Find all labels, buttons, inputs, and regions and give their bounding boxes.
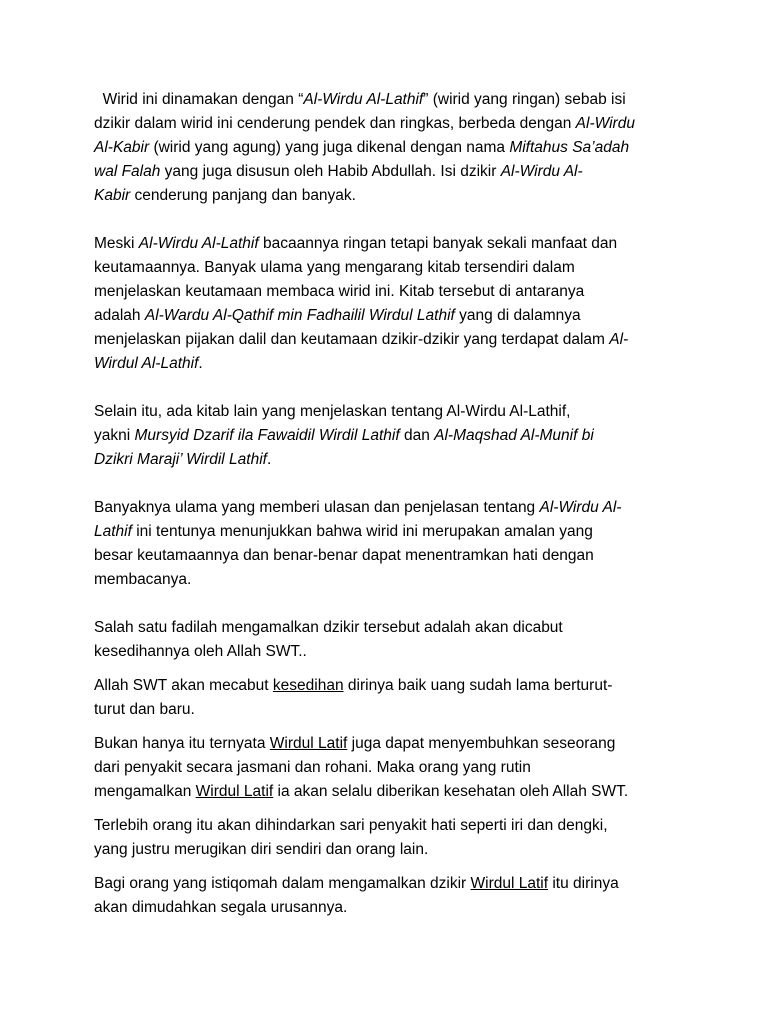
italic-text: Al-Wirdu bbox=[575, 115, 635, 132]
paragraph-2 bbox=[94, 232, 672, 376]
text-run: besar keutamaannya dan benar-benar dapat menentramkan hati dengan bbox=[94, 547, 594, 564]
text-line bbox=[94, 814, 672, 838]
text-line bbox=[94, 184, 672, 208]
text-run: yang di dalamnya bbox=[454, 307, 581, 324]
italic-text: Al- bbox=[609, 331, 629, 348]
italic-text: Wirdul Al-Lathif bbox=[94, 355, 199, 372]
paragraph-9 bbox=[94, 872, 672, 920]
paragraph-5 bbox=[94, 616, 672, 664]
text-run: Bagi orang yang istiqomah dalam mengamalkan dzikir bbox=[94, 875, 471, 892]
paragraph-7 bbox=[94, 732, 672, 804]
text-line bbox=[94, 496, 672, 520]
text-line bbox=[94, 256, 672, 280]
text-run: Banyaknya ulama yang memberi ulasan dan penjelasan tentang bbox=[94, 499, 540, 516]
text-line bbox=[94, 136, 672, 160]
text-line bbox=[94, 448, 672, 472]
text-run: adalah bbox=[94, 307, 145, 324]
text-run: menjelaskan keutamaan membaca wirid ini. Kitab tersebut di antaranya bbox=[94, 283, 585, 300]
text-line bbox=[94, 232, 672, 256]
text-line bbox=[94, 304, 672, 328]
underlined-link[interactable]: Wirdul Latif bbox=[470, 875, 549, 892]
text-run: Terlebih orang itu akan dihindarkan sari penyakit hati seperti iri dan dengki, bbox=[94, 817, 608, 834]
text-line bbox=[94, 568, 672, 592]
italic-text: Lathif bbox=[94, 523, 132, 540]
italic-text: Al-Maqshad Al-Munif bi bbox=[434, 427, 594, 444]
text-line bbox=[94, 88, 672, 112]
underlined-link[interactable]: Wirdul Latif bbox=[269, 735, 348, 752]
text-run: Wirid ini dinamakan dengan “ bbox=[94, 91, 304, 108]
italic-text: Al-Wirdu Al-Lathif bbox=[138, 235, 259, 252]
italic-text: Al-Wirdu Al- bbox=[500, 163, 583, 180]
text-run: itu dirinya bbox=[548, 875, 619, 892]
text-line bbox=[94, 280, 672, 304]
paragraph-1 bbox=[94, 88, 672, 208]
text-run: juga dapat menyembuhkan seseorang bbox=[347, 735, 616, 752]
italic-text: Al-Wardu Al-Qathif min Fadhailil Wirdul Lathif bbox=[144, 307, 455, 324]
text-run: Selain itu, ada kitab lain yang menjelaskan tentang Al-Wirdu Al-Lathif, bbox=[94, 403, 571, 420]
italic-text: Miftahus Sa’adah bbox=[509, 139, 630, 156]
paragraph-8 bbox=[94, 814, 672, 862]
text-run: Bukan hanya itu ternyata bbox=[94, 735, 270, 752]
underlined-link[interactable]: kesedihan bbox=[272, 677, 344, 694]
text-run: yang juga disusun oleh Habib Abdullah. Isi dzikir bbox=[160, 163, 501, 180]
text-line bbox=[94, 328, 672, 352]
text-run: yang justru merugikan diri sendiri dan orang lain. bbox=[94, 841, 429, 858]
text-run: ini tentunya menunjukkan bahwa wirid ini merupakan amalan yang bbox=[131, 523, 593, 540]
italic-text: Kabir bbox=[94, 187, 131, 204]
text-run: (wirid yang agung) yang juga dikenal dengan nama bbox=[149, 139, 510, 156]
text-line bbox=[94, 732, 672, 756]
italic-text: Dzikri Maraji’ Wirdil Lathif bbox=[94, 451, 267, 468]
text-line bbox=[94, 520, 672, 544]
text-run: Allah SWT akan mecabut bbox=[94, 677, 273, 694]
text-line bbox=[94, 780, 672, 804]
text-line bbox=[94, 674, 672, 698]
text-line bbox=[94, 616, 672, 640]
text-line bbox=[94, 640, 672, 664]
text-run: cenderung panjang dan banyak. bbox=[130, 187, 356, 204]
text-line bbox=[94, 112, 672, 136]
paragraph-6 bbox=[94, 674, 672, 722]
text-run: Meski bbox=[94, 235, 139, 252]
italic-text: Al-Wirdu Al-Lathif bbox=[303, 91, 424, 108]
text-run: Salah satu fadilah mengamalkan dzikir tersebut adalah akan dicabut bbox=[94, 619, 563, 636]
text-run: membacanya. bbox=[94, 571, 192, 588]
text-run: . bbox=[198, 355, 203, 372]
text-run: dirinya baik uang sudah lama berturut- bbox=[343, 677, 613, 694]
text-line bbox=[94, 896, 672, 920]
document-body bbox=[94, 88, 672, 920]
text-line bbox=[94, 424, 672, 448]
text-run: mengamalkan bbox=[94, 783, 196, 800]
italic-text: wal Falah bbox=[94, 163, 161, 180]
text-run: dari penyakit secara jasmani dan rohani. Maka orang yang rutin bbox=[94, 759, 531, 776]
paragraph-3 bbox=[94, 400, 672, 472]
underlined-link[interactable]: Wirdul Latif bbox=[195, 783, 274, 800]
text-line bbox=[94, 838, 672, 862]
text-line bbox=[94, 160, 672, 184]
text-run: ia akan selalu diberikan kesehatan oleh Allah SWT. bbox=[273, 783, 629, 800]
text-run: menjelaskan pijakan dalil dan keutamaan dzikir-dzikir yang terdapat dalam bbox=[94, 331, 610, 348]
text-run: . bbox=[266, 451, 272, 468]
text-line bbox=[94, 544, 672, 568]
text-line bbox=[94, 872, 672, 896]
paragraph-4 bbox=[94, 496, 672, 592]
text-run: kesedihannya oleh Allah SWT.. bbox=[94, 643, 307, 660]
text-run: turut dan baru. bbox=[94, 701, 195, 718]
text-run: ” (wirid yang ringan) sebab isi bbox=[423, 91, 626, 108]
text-line bbox=[94, 756, 672, 780]
italic-text: Al-Wirdu Al- bbox=[539, 499, 622, 516]
text-run: dzikir dalam wirid ini cenderung pendek dan ringkas, berbeda dengan bbox=[94, 115, 576, 132]
italic-text: Mursyid Dzarif ila Fawaidil Wirdil Lathif bbox=[134, 427, 400, 444]
text-run: keutamaannya. Banyak ulama yang mengarang kitab tersendiri dalam bbox=[94, 259, 575, 276]
text-run: dan bbox=[399, 427, 435, 444]
text-run: bacaannya ringan tetapi banyak sekali manfaat dan bbox=[258, 235, 618, 252]
text-line bbox=[94, 698, 672, 722]
text-run: yakni bbox=[94, 427, 135, 444]
italic-text: Al-Kabir bbox=[94, 139, 150, 156]
text-line bbox=[94, 400, 672, 424]
text-line bbox=[94, 352, 672, 376]
text-run: akan dimudahkan segala urusannya. bbox=[94, 899, 348, 916]
